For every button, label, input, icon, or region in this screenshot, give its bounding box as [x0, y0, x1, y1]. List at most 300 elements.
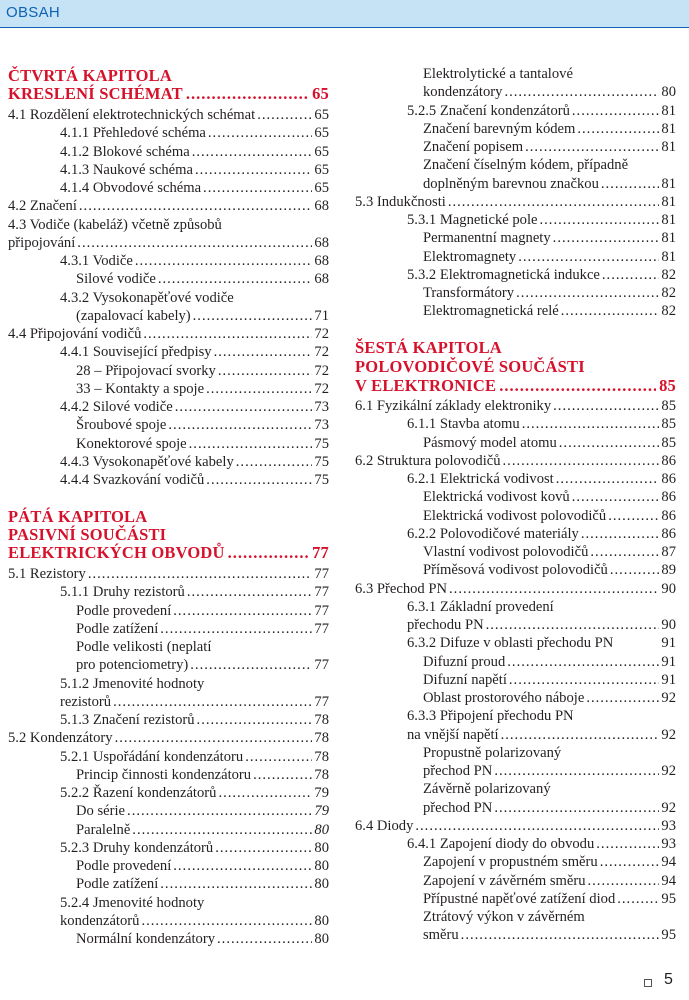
leader-dots [215, 839, 312, 857]
toc-entry-page: 80 [314, 821, 329, 838]
toc-entry-page: 72 [314, 326, 329, 342]
toc-entry-page: 94 [661, 854, 676, 871]
toc-entry-title: 4.3.2 Vysokonapěťové vodiče [60, 289, 234, 306]
toc-entry-title: Elektromagnetická relé [423, 303, 559, 320]
leader-dots [190, 656, 312, 674]
toc-entry [355, 470, 676, 488]
leader-dots [218, 784, 312, 802]
leader-dots [581, 525, 660, 543]
toc-entry-page: 78 [314, 730, 329, 747]
toc-entry [8, 197, 329, 215]
toc-entry-title: připojování [8, 234, 76, 251]
leader-dots [143, 325, 312, 343]
toc-entry-page: 68 [314, 234, 329, 251]
toc-entry-title: pro potenciometry) [76, 657, 189, 674]
toc-entry-page: 79 [314, 803, 329, 820]
toc-entry-page: 77 [314, 566, 329, 582]
toc-entry [8, 930, 329, 948]
leader-dots [553, 229, 660, 247]
toc-entry-page: 85 [661, 416, 676, 433]
toc-entry [8, 289, 329, 307]
toc-entry-title: 5.2.4 Jmenovité hodnoty [60, 894, 205, 911]
toc-entry [355, 616, 676, 634]
toc-entry-title: 4.3 Vodiče (kabeláž) včetně způsobů [8, 216, 222, 233]
toc-entry-page: 90 [661, 617, 676, 633]
toc-entry-page: 78 [314, 766, 329, 783]
toc-entry-page: 81 [661, 248, 676, 265]
toc-entry [8, 802, 329, 820]
toc-entry [355, 397, 676, 415]
toc-entry [8, 216, 329, 234]
toc-entry [8, 435, 329, 453]
toc-entry-title: 4.1.4 Obvodové schéma [60, 180, 202, 196]
toc-entry [355, 780, 676, 798]
toc-entry-title: 4.4.2 Silové vodiče [60, 399, 173, 415]
toc-entry-page: 72 [314, 380, 329, 397]
leader-dots [206, 471, 312, 489]
toc-entry [355, 507, 676, 525]
chapter-5-title: ELEKTRICKÝCH OBVODŮ [8, 543, 225, 562]
toc-entry-page: 87 [661, 544, 676, 560]
toc-entry-page: 94 [661, 872, 676, 889]
toc-entry [355, 452, 676, 470]
toc-entry [355, 120, 676, 138]
toc-entry-page: 93 [661, 817, 676, 834]
toc-entry [8, 307, 329, 325]
leader-dots [245, 748, 312, 766]
toc-entry-page: 81 [661, 120, 676, 137]
toc-entry-title: 6.2 Struktura polovodičů [355, 452, 501, 469]
toc-entry [8, 784, 329, 802]
toc-entry-title: 5.1.3 Značení rezistorů [60, 712, 195, 728]
toc-entry [8, 675, 329, 693]
toc-entry [355, 543, 676, 561]
toc-entry-page: 75 [314, 472, 329, 488]
leader-dots [600, 853, 660, 871]
leader-dots [257, 106, 312, 124]
toc-entry [8, 839, 329, 857]
toc-entry [8, 234, 329, 252]
toc-entry [355, 580, 676, 598]
leader-dots [132, 821, 312, 839]
leader-dots [186, 84, 309, 103]
chapter-4-page: 65 [312, 84, 329, 103]
leader-dots [448, 193, 660, 211]
toc-entry-page: 77 [314, 693, 329, 710]
toc-entry-title: přechodu PN [407, 617, 484, 633]
toc-entry-title: Zapojení v propustném směru [423, 854, 598, 871]
toc-entry-page: 81 [661, 175, 676, 192]
toc-entry [8, 620, 329, 638]
toc-entry-title: 4.4.4 Svazkování vodičů [60, 472, 205, 488]
toc-entry [8, 106, 329, 124]
toc-entry-title: 5.1.2 Jmenovité hodnoty [60, 675, 205, 692]
toc-entry-title: Zapojení v závěrném směru [423, 872, 586, 889]
leader-dots [203, 179, 312, 197]
leader-dots [160, 875, 312, 893]
leader-dots [135, 252, 313, 270]
toc-entry [355, 83, 676, 101]
toc-entry-title: 6.1 Fyzikální základy elektroniky [355, 398, 552, 414]
leader-dots [577, 120, 659, 138]
leader-dots [253, 766, 312, 784]
toc-entry-page: 91 [661, 635, 676, 652]
toc-entry-title: 6.3.3 Připojení přechodu PN [407, 708, 574, 725]
toc-entry-title: Závěrně polarizovaný [423, 781, 551, 798]
toc-entry-title: 5.3 Indukčnosti [355, 193, 446, 210]
toc-entry-title: 4.4.3 Vysokonapěťové kabely [60, 453, 234, 470]
toc-entry-title: Vlastní vodivost polovodičů [423, 544, 589, 560]
toc-entry-title: Konektorové spoje [76, 435, 187, 452]
toc-entry-page: 86 [661, 471, 676, 487]
toc-entry [355, 634, 676, 652]
chapter-5-heading-line1: PÁTÁ KAPITOLA [8, 507, 148, 526]
leader-dots [160, 620, 312, 638]
toc-entry [355, 707, 676, 725]
toc-entry-title: (zapalovací kabely) [76, 307, 191, 324]
toc-entry-title: Elektrická vodivost polovodičů [423, 507, 607, 524]
leader-dots [228, 543, 309, 562]
toc-entry-page: 90 [661, 580, 676, 597]
toc-entry [8, 857, 329, 875]
toc-entry [355, 284, 676, 302]
toc-entry [355, 853, 676, 871]
leader-dots [217, 930, 312, 948]
leader-dots [494, 799, 659, 817]
toc-entry-title: 4.4.1 Související předpisy [60, 344, 212, 361]
toc-entry-page: 78 [314, 748, 329, 765]
toc-entry-title: 4.1.2 Blokové schéma [60, 143, 190, 160]
toc-entry-title: přechod PN [423, 799, 493, 816]
toc-entry-title: 4.4 Připojování vodičů [8, 326, 142, 342]
toc-entry-title: Propustně polarizovaný [423, 744, 562, 761]
toc-entry [8, 766, 329, 784]
toc-entry [8, 161, 329, 179]
toc-entry-title: Značení číselným kódem, případně [423, 157, 629, 174]
toc-entry-page: 75 [314, 435, 329, 452]
leader-dots [617, 890, 659, 908]
toc-entry-title: 5.2.1 Uspořádání kondenzátoru [60, 748, 244, 765]
toc-entry [8, 602, 329, 620]
toc-entry-title: přechod PN [423, 763, 493, 779]
toc-entry-page: 91 [661, 653, 676, 670]
toc-entry [8, 565, 329, 583]
leader-dots [192, 143, 313, 161]
toc-entry-title: Elektrická vodivost kovů [423, 489, 570, 506]
leader-dots [586, 689, 659, 707]
toc-entry [355, 248, 676, 266]
toc-entry [8, 875, 329, 893]
toc-entry-title: Podle zatížení [76, 620, 159, 637]
toc-entry [8, 343, 329, 361]
toc-entry-title: 6.2.2 Polovodičové materiály [407, 525, 579, 542]
toc-entry [355, 926, 676, 944]
toc-entry [355, 744, 676, 762]
toc-entry [355, 817, 676, 835]
leader-dots [601, 175, 660, 193]
toc-entry-page: 93 [661, 836, 676, 852]
toc-entry-page: 73 [314, 417, 329, 434]
toc-entry-page: 86 [661, 525, 676, 542]
header-bar [0, 0, 689, 27]
toc-entry [8, 638, 329, 656]
leader-dots [77, 234, 312, 252]
leader-dots [168, 416, 312, 434]
leader-dots [540, 211, 660, 229]
toc-entry [355, 156, 676, 174]
leader-dots [572, 102, 660, 120]
toc-entry-title: Šroubové spoje [76, 417, 167, 434]
toc-entry [355, 689, 676, 707]
leader-dots [596, 835, 659, 853]
toc-entry [355, 302, 676, 320]
toc-entry-page: 85 [661, 398, 676, 414]
toc-entry [8, 583, 329, 601]
toc-entry-page: 80 [314, 876, 329, 893]
toc-entry-page: 77 [314, 657, 329, 674]
chapter-6-heading-line1: ŠESTÁ KAPITOLA [355, 338, 502, 357]
toc-entry-page: 92 [661, 799, 676, 816]
chapter-6-title: V ELEKTRONICE [355, 376, 497, 395]
toc-entry-page: 80 [314, 839, 329, 856]
leader-dots [507, 653, 659, 671]
toc-entry-page: 75 [314, 453, 329, 470]
leader-dots [509, 671, 660, 689]
toc-entry-title: Pásmový model atomu [423, 434, 557, 451]
chapter-5-heading-line3 [8, 543, 329, 562]
toc-entry-page: 86 [661, 452, 676, 469]
toc-entry [355, 726, 676, 744]
toc-entry-title: 6.3 Přechod PN [355, 580, 448, 597]
toc-entry [8, 398, 329, 416]
header-divider [0, 27, 689, 28]
leader-dots [127, 802, 312, 820]
toc-entry-page: 81 [661, 102, 676, 119]
leader-dots [461, 926, 660, 944]
toc-entry-title: 5.1.1 Druhy rezistorů [60, 584, 185, 601]
toc-entry [355, 211, 676, 229]
leader-dots [88, 565, 313, 583]
toc-entry [8, 179, 329, 197]
toc-entry-page: 65 [314, 107, 329, 123]
chapter-5-heading-line2: PASIVNÍ SOUČÁSTI [8, 525, 167, 544]
leader-dots [173, 602, 312, 620]
leader-dots [79, 197, 313, 215]
toc-entry-page: 91 [661, 671, 676, 688]
toc-entry-page: 85 [661, 434, 676, 451]
toc-entry-title: Ztrátový výkon v závěrném [423, 909, 585, 925]
leader-dots [561, 302, 660, 320]
leader-dots [208, 124, 313, 142]
toc-entry [355, 175, 676, 193]
leader-dots [522, 415, 660, 433]
toc-entry-page: 65 [314, 180, 329, 196]
toc-entry [8, 380, 329, 398]
toc-entry-page: 81 [661, 230, 676, 247]
toc-entry-title: Elektrolytické a tantalové [423, 66, 573, 82]
toc-entry [8, 656, 329, 674]
toc-entry [8, 252, 329, 270]
toc-entry-title: Princip činnosti kondenzátoru [76, 766, 252, 783]
toc-entry-page: 81 [661, 193, 676, 210]
toc-entry-title: Permanentní magnety [423, 230, 551, 247]
toc-entry-page: 77 [314, 620, 329, 637]
leader-dots [449, 580, 659, 598]
toc-entry-title: 28 – Připojovací svorky [76, 362, 216, 379]
leader-dots [236, 453, 313, 471]
toc-entry-title: 4.3.1 Vodiče [60, 253, 133, 269]
toc-entry-title: Do série [76, 803, 126, 820]
leader-dots [113, 693, 312, 711]
toc-entry-title: 6.3.1 Základní provedení [407, 598, 554, 615]
toc-entry-page: 65 [314, 161, 329, 178]
leader-dots [218, 362, 313, 380]
toc-entry [355, 488, 676, 506]
toc-entry-title: 4.2 Značení [8, 198, 77, 215]
toc-entry-title: kondenzátory [423, 84, 503, 101]
leader-dots [590, 543, 659, 561]
chapter-6-page: 85 [659, 376, 676, 395]
chapter-4-heading-line2 [8, 84, 329, 103]
chapter-5-page: 77 [312, 543, 329, 562]
toc-entry [8, 471, 329, 489]
toc-entry-title: 4.1.3 Naukové schéma [60, 161, 193, 178]
toc-entry-title: 6.4.1 Zapojení diody do obvodu [407, 836, 595, 852]
toc-entry-page: 68 [314, 198, 329, 215]
toc-entry [355, 872, 676, 890]
toc-entry [8, 729, 329, 747]
toc-entry-page: 68 [314, 271, 329, 288]
toc-entry-page: 82 [661, 285, 676, 301]
toc-entry [355, 138, 676, 156]
toc-entry-title: Oblast prostorového náboje [423, 690, 585, 706]
toc-entry [355, 908, 676, 926]
toc-entry-title: kondenzátorů [60, 912, 140, 929]
toc-entry-page: 81 [661, 139, 676, 155]
toc-entry-page: 82 [661, 303, 676, 320]
chapter-6-heading-line3 [355, 376, 676, 395]
chapter-6-heading-line2: POLOVODIČOVÉ SOUČÁSTI [355, 357, 585, 376]
toc-entry-title: 5.2.2 Řazení kondenzátorů [60, 785, 217, 801]
leader-dots [504, 83, 659, 101]
toc-entry [355, 525, 676, 543]
leader-dots [525, 138, 659, 156]
toc-entry-title: Elektromagnety [423, 248, 517, 265]
toc-entry-title: Normální kondenzátory [76, 931, 216, 947]
toc-entry [355, 561, 676, 579]
toc-entry-title: 5.2.3 Druhy kondenzátorů [60, 839, 214, 856]
leader-dots [518, 248, 659, 266]
leader-dots [499, 376, 656, 395]
toc-entry-title: 6.4 Diody [355, 817, 414, 834]
toc-entry [355, 415, 676, 433]
toc-entry-page: 86 [661, 507, 676, 524]
leader-dots [486, 616, 660, 634]
toc-entry-page: 80 [314, 912, 329, 929]
toc-entry-page: 95 [661, 890, 676, 907]
toc-entry-title: Značení barevným kódem [423, 120, 576, 137]
toc-entry [8, 124, 329, 142]
leader-dots [415, 817, 659, 835]
toc-entry-page: 86 [661, 489, 676, 506]
toc-entry-page: 77 [314, 602, 329, 619]
toc-entry [355, 193, 676, 211]
toc-entry-page: 72 [314, 344, 329, 361]
toc-entry [355, 229, 676, 247]
toc-entry-page: 72 [314, 362, 329, 379]
leader-dots [494, 762, 659, 780]
toc-entry [8, 711, 329, 729]
leader-dots [602, 266, 660, 284]
toc-entry [355, 102, 676, 120]
toc-entry-page: 80 [661, 84, 676, 101]
toc-entry [8, 912, 329, 930]
toc-entry-title: 4.1.1 Přehledové schéma [60, 125, 206, 142]
toc-entry-page: 89 [661, 562, 676, 579]
toc-entry-title: Difuzní proud [423, 653, 506, 670]
toc-entry-title: Značení popisem [423, 139, 524, 155]
toc-entry [8, 693, 329, 711]
toc-entry-title: Paralelně [76, 821, 131, 838]
leader-dots [553, 397, 659, 415]
toc-entry [355, 799, 676, 817]
toc-entry-title: Podle zatížení [76, 876, 159, 893]
leader-dots [503, 452, 660, 470]
toc-entry-page: 82 [661, 266, 676, 283]
leader-dots [115, 729, 313, 747]
toc-entry-page: 92 [661, 763, 676, 779]
toc-entry-page: 79 [314, 785, 329, 801]
toc-entry [355, 671, 676, 689]
toc-entry [8, 453, 329, 471]
leader-dots [141, 912, 312, 930]
toc-entry-title: doplněným barevnou značkou [423, 175, 599, 192]
toc-entry-title: směru [423, 927, 459, 944]
leader-dots [588, 872, 660, 890]
toc-entry-page: 77 [314, 584, 329, 601]
leader-dots [187, 583, 313, 601]
page-number: 5 [664, 971, 673, 988]
leader-dots [175, 398, 313, 416]
toc-entry [8, 894, 329, 912]
toc-entry-title: Přípustné napěťové zatížení diod [423, 890, 616, 907]
toc-entry-title: 5.3.1 Magnetické pole [407, 212, 538, 228]
leader-dots [193, 307, 313, 325]
footer-square-icon [644, 979, 652, 987]
toc-entry-title: na vnější napětí [407, 726, 499, 743]
toc-entry-title: 5.2.5 Značení kondenzátorů [407, 102, 570, 119]
leader-dots [189, 435, 313, 453]
toc-entry [8, 416, 329, 434]
toc-entry [355, 835, 676, 853]
toc-entry-page: 92 [661, 726, 676, 743]
toc-entry [355, 434, 676, 452]
toc-entry-page: 81 [661, 212, 676, 228]
leader-dots [556, 470, 660, 488]
toc-entry-page: 78 [314, 712, 329, 728]
toc-entry-title: 6.2.1 Elektrická vodivost [407, 471, 554, 487]
leader-dots [173, 857, 312, 875]
leader-dots [195, 161, 312, 179]
toc-entry [8, 325, 329, 343]
toc-entry [8, 748, 329, 766]
leader-dots [559, 434, 660, 452]
toc-entry [355, 266, 676, 284]
chapter-4-title: KRESLENÍ SCHÉMAT [8, 84, 183, 103]
leader-dots [608, 507, 659, 525]
toc-entry [355, 762, 676, 780]
toc-entry-title: Podle provedení [76, 858, 172, 874]
